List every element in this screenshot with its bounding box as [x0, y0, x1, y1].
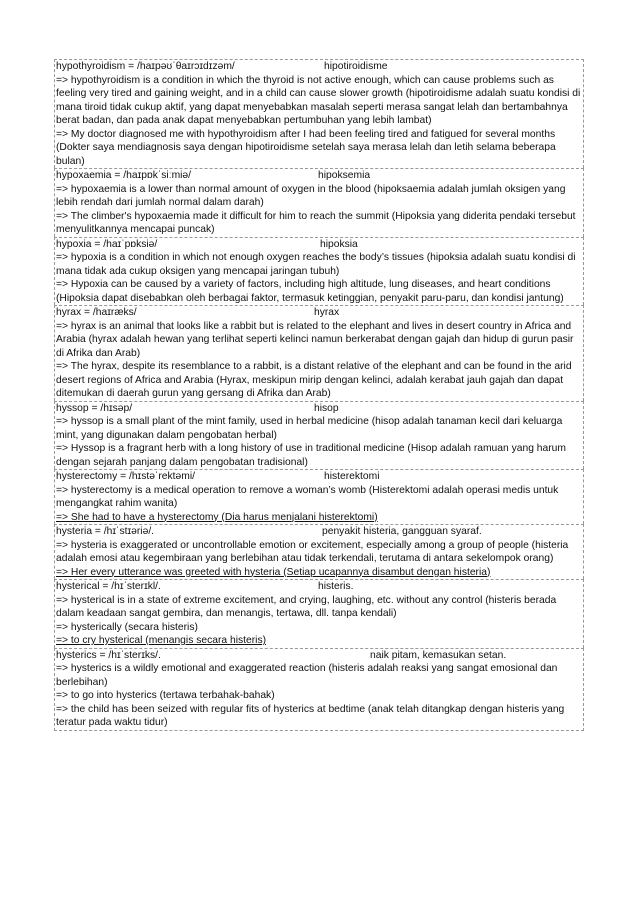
entry-definition: => hyrax is an animal that looks like a rabbit but is related to the elephant and lives in desert country in Africa and Arabia (hyrax adalah hewan yang terlihat seperti kelinci namun berkerabat dengan gajah dan hidup di gurun pasir di Afrika dan Arab) — [56, 320, 574, 359]
dictionary-entry — [54, 524, 584, 579]
entry-heading — [56, 402, 582, 416]
dictionary-entry — [54, 579, 584, 648]
entry-example: => The climber's hypoxaemia made it difficult for him to reach the summit (Hipoksia yang diderita pendaki tersebut menyulitkannya mencapai puncak) — [56, 210, 576, 235]
entry-heading — [56, 169, 582, 183]
entry-translation: naik pitam, kemasukan setan. — [370, 649, 507, 661]
entry-definition: => hysterical is in a state of extreme excitement, and crying, laughing, etc. without any control (histeris berada dalam keadaan sangat gembira, dan menangis, tertawa, dll. tanpa kendali) — [56, 594, 557, 619]
entry-example: => the child has been seized with regular fits of hysterics at bedtime (anak telah ditangkap dengan histeris yang teratur pada waktu tidur) — [56, 703, 565, 728]
entry-example: => to cry hysterical (menangis secara histeris) — [56, 635, 267, 646]
entry-heading — [56, 649, 582, 663]
entry-example: => hysterically (secara histeris) — [56, 621, 198, 633]
entry-definition: => hysteria is exaggerated or uncontrollable emotion or excitement, especially among a group of people (histeria adalah emosi atau kegembiraan yang berlebihan atau tidak terkendali, terutama di antara sekelompok orang) — [56, 539, 569, 564]
dictionary-entry — [54, 401, 584, 470]
dictionary-entry — [54, 168, 584, 237]
dictionary-entry — [54, 59, 584, 168]
entry-term: hyssop = /hɪsəp/ — [56, 402, 133, 414]
entry-definition: => hypoxia is a condition in which not enough oxygen reaches the body’s tissues (hipoksia adalah suatu kondisi di mana tidak ada cukup oksigen yang mencapai jaringan tubuh) — [56, 252, 576, 277]
dictionary-entry — [54, 237, 584, 306]
entry-term: hysterics = /hɪˈsterɪks/. — [56, 649, 161, 661]
entry-translation: hisop — [314, 402, 339, 414]
entry-definition: => hysterectomy is a medical operation to remove a woman’s womb (Histerektomi adalah operasi medis untuk mengangkat rahim wanita) — [56, 484, 559, 509]
entry-heading — [56, 580, 582, 594]
entry-definition: => hypoxaemia is a lower than normal amount of oxygen in the blood (hipoksaemia adalah jumlah oksigen yang lebih rendah dari jumlah normal dalam darah) — [56, 183, 566, 208]
entry-term: hypoxaemia = /haɪpɒkˈsiːmiə/ — [56, 170, 192, 181]
entry-heading — [56, 60, 582, 74]
dictionary-entry — [54, 648, 584, 731]
entry-term: hysteria = /hɪˈstɪəriə/. — [56, 526, 155, 537]
entry-translation: histerektomi — [324, 471, 380, 482]
entry-example: => Hypoxia can be caused by a variety of factors, including high altitude, lung diseases, and heart conditions (Hipoksia dapat disebabkan oleh berbagai faktor, termasuk ketinggian, penyakit paru-paru, dan kondisi jantung) — [56, 279, 564, 304]
entry-translation: histeris. — [318, 581, 354, 592]
entry-example: => Her every utterance was greeted with hysteria (Setiap ucapannya disambut dengan histeria) — [56, 566, 491, 578]
entry-example: => She had to have a hysterectomy (Dia harus menjalani histerektomi) — [56, 511, 378, 523]
entry-translation: penyakit histeria, gangguan syaraf. — [322, 526, 482, 537]
entry-term: hyrax = /haɪræks/ — [56, 307, 137, 318]
entry-definition: => hyssop is a small plant of the mint family, used in herbal medicine (hisop adalah tanaman kecil dari keluarga mint, yang digunakan dalam pengobatan herbal) — [56, 416, 563, 441]
entry-translation: hipoksemia — [318, 170, 371, 181]
entry-example: => to go into hysterics (tertawa terbahak-bahak) — [56, 690, 275, 701]
entry-term: hypoxia = /haɪˈpɒksiə/ — [56, 238, 158, 250]
entry-definition: => hypothyroidism is a condition in which the thyroid is not active enough, which can cause problems such as feeling very tired and gaining weight, and in a child can cause slower growth (hipotiroidisme adalah suatu kondisi di mana tiroid tidak cukup aktif, yang dapat menyebabkan masalah seperti merasa sangat lelah dan bertambahnya berat badan, dan pada anak dapat menyebabkan pertumbuhan yang lebih lambat) — [56, 74, 581, 126]
entry-translation: hipoksia — [320, 238, 358, 250]
entry-heading — [56, 470, 582, 484]
entry-heading — [56, 238, 582, 252]
entry-term: hypothyroidism = /haɪpəʊˈθaɪrɔɪdɪzəm/ — [56, 61, 235, 72]
entry-example: => My doctor diagnosed me with hypothyroidism after I had been feeling tired and fatigued for several months (Dokter saya mendiagnosis saya dengan hipotiroidisme setelah saya merasa lelah dan letih selama beberapa bulan) — [56, 128, 556, 167]
entry-example: => Hyssop is a fragrant herb with a long history of use in traditional medicine (Hisop adalah ramuan yang harum dengan sejarah panjang dalam pengobatan tradisional) — [56, 443, 566, 468]
entry-example: => The hyrax, despite its resemblance to a rabbit, is a distant relative of the elephant and can be found in the arid desert regions of Africa and Arabia (Hyrax, meskipun mirip dengan kelinci, adalah kerabat jauh gajah dan dapat ditemukan di daerah gurun yang gersang di Afrika dan Arab) — [56, 361, 572, 399]
entry-definition: => hysterics is a wildly emotional and exaggerated reaction (histeris adalah reaksi yang sangat emosional dan berlebihan) — [56, 663, 558, 688]
entry-translation: hyrax — [314, 307, 340, 318]
entry-term: hysterectomy = /hɪstəˈrektəmi/ — [56, 471, 195, 482]
entry-heading — [56, 525, 582, 539]
dictionary-entry — [54, 469, 584, 524]
entry-term: hysterical = /hɪˈsterɪkl/. — [56, 581, 161, 592]
entry-translation: hipotiroidisme — [324, 61, 388, 72]
dictionary-entry — [54, 305, 584, 401]
entry-heading — [56, 306, 582, 320]
dictionary-sheet — [54, 59, 584, 731]
